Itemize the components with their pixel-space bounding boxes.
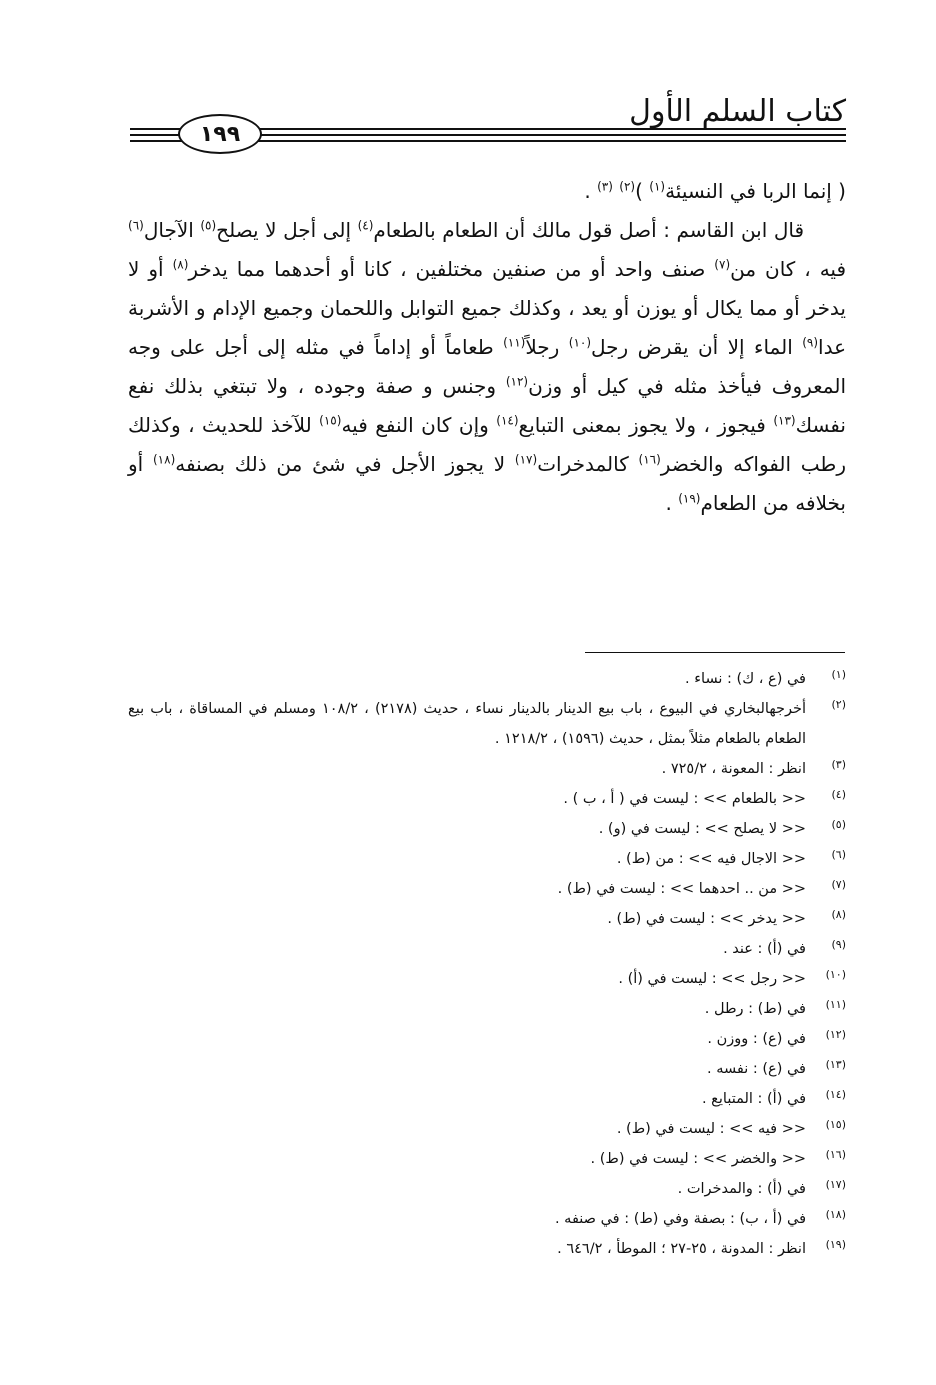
footnote-number: (١٦) [825, 1148, 846, 1161]
footnote-ref: (١٠) [568, 335, 592, 350]
footnote-item [128, 904, 846, 934]
footnote-ref: (٨) [172, 257, 189, 272]
footnote-number: (١٩) [825, 1238, 846, 1251]
footnote-number: (٢) [831, 698, 846, 711]
footnote-ref: (١٤) [496, 413, 519, 428]
footnote-item [128, 754, 846, 784]
footnote-text: << بالطعام >> : ليست في ( أ ، ب ) . [563, 791, 806, 807]
footnote-item [128, 814, 846, 844]
footnote-item [128, 1054, 846, 1084]
footnote-number: (١٤) [825, 1088, 846, 1101]
footnote-number: (١٧) [825, 1178, 846, 1191]
footnote-item [128, 844, 846, 874]
footnote-number: (٧) [831, 878, 846, 891]
footnote-item [128, 1084, 846, 1114]
footnote-text: في (ع) : نفسه . [707, 1061, 806, 1077]
footnote-text: << يدخر >> : ليست في (ط) . [607, 911, 806, 927]
footnote-item [128, 1174, 846, 1204]
footnote-number: (٩) [831, 938, 846, 951]
footnote-item [128, 994, 846, 1024]
footnote-text: << رجل >> : ليست في (أ) . [618, 971, 806, 987]
footnote-number: (٤) [831, 788, 846, 801]
footnote-text: انظر : المدونة ، ٢٥-٢٧ ؛ الموطأ ، ٦٤٦/٢ . [557, 1241, 806, 1257]
footnote-ref: (١٦) [638, 452, 661, 467]
page-number: ١٩٩ [178, 114, 262, 154]
footnote-text: << الاجال فيه >> : من (ط) . [616, 851, 806, 867]
footnote-item [128, 664, 846, 694]
footnote-item [128, 1234, 846, 1264]
footnote-item [128, 964, 846, 994]
main-paragraph: قال ابن القاسم : أصل قول مالك أن الطعام بالطعام$^{(٤)}$ إلى أجل لا يصلح$^{(٥)}$ الآجال$^{(٦)}$ فيه ، كان من$^{(٧)}$ صنف واحد أو من صنفين مختلفين ، كانا أو أحدهما مما يدخر$^{(٨)}$ أو لا يدخر أو مما يكال أو يوزن أو يعد ، وكذلك جميع التوابل واللحمان وجميع الإدام و الأشربة عدا$^{(٩)}$ الماء إلا أن يقرض رجل$^{(١٠)}$ رجلاً$^{(١١)}$ طعاماً أو إداماً في مثله إلى أجل على وجه المعروف فيأخذ مثله في كيل أو وزن$^{(١٢)}$ وجنس و صفة وجوده ، ولا تبتغي بذلك نفع نفسك$^{(١٣)}$ فيجوز ، ولا يجوز بمعنى التبايع$^{(١٤)}$ وإن كان النفع فيه$^{(١٥)}$ للآخذ للحديث ، وكذلك رطب الفواكه والخضر$^{(١٦)}$ كالمدخرات$^{(١٧)}$ لا يجوز الأجل في شئ من ذلك بصنفه$^{(١٨)}$ أو بخلافه من الطعام$^{(١٩)}$ . [128, 218, 847, 515]
footnote-number: (١٨) [825, 1208, 846, 1221]
footnote-number: (١) [831, 668, 846, 681]
footnote-number: (١٥) [825, 1118, 846, 1131]
footnote-number: (٥) [831, 818, 846, 831]
footnote-item [128, 1114, 846, 1144]
footnote-ref: (٥) [200, 218, 217, 233]
page-header [0, 0, 936, 180]
footnote-ref: (١٩) [678, 491, 701, 506]
footnote-ref: (١٧) [514, 452, 538, 467]
footnote-ref: (٢) [619, 179, 636, 194]
footnote-item [128, 874, 846, 904]
footnote-text: انظر : المعونة ، ٧٢٥/٢ . [661, 761, 806, 777]
footnote-item [128, 784, 846, 814]
footnote-number: (٨) [831, 908, 846, 921]
footnote-item [128, 694, 846, 754]
footnote-text: << من .. احدهما >> : ليست في (ط) . [557, 881, 806, 897]
footnote-separator [585, 652, 845, 653]
footnote-text: في (ع) : ووزن . [707, 1031, 806, 1047]
footnote-text: في (ع ، ك) : نساء . [685, 671, 806, 687]
footnote-text: في (أ) : المتبايع . [701, 1091, 806, 1107]
footnote-ref: (١٥) [319, 413, 342, 428]
footnote-text: في (أ) : والمدخرات . [677, 1181, 806, 1197]
footnote-ref: (٧) [714, 257, 731, 272]
footnote-number: (٣) [831, 758, 846, 771]
footnote-item [128, 934, 846, 964]
footnote-ref: (٤) [357, 218, 374, 233]
footnote-ref: (١١) [503, 335, 526, 350]
footnote-item [128, 1024, 846, 1054]
footnote-ref: (١) [649, 179, 666, 194]
footnote-number: (١١) [825, 998, 846, 1011]
footnote-number: (٦) [831, 848, 846, 861]
footnote-number: (١٢) [825, 1028, 846, 1041]
footnote-item [128, 1144, 846, 1174]
footnote-ref: (٦) [128, 218, 144, 233]
footnote-text: أخرجهالبخاري في البيوع ، باب بيع الدينار بالدينار نساء ، حديث (٢١٧٨) ، ١٠٨/٢ ومسلم في المساقاة ، باب بيع الطعام بالطعام مثلاً بمثل ، حديث (١٥٩٦) ، ١٢١٨/٢ . [128, 701, 806, 747]
footnote-text: في (أ ، ب) : بصفة وفي (ط) : في صنفه . [554, 1211, 806, 1227]
hadith-quote: ( إنما الربا في النسيئة$^{(١)}$ )$^{(٢)}$ $^{(٣)}$ . [584, 179, 846, 203]
footnote-number: (١٣) [825, 1058, 846, 1071]
footnote-text: في (أ) : عند . [723, 941, 806, 957]
footnote-text: << والخضر >> : ليست في (ط) . [590, 1151, 806, 1167]
footnote-text: في (ط) : رطل . [704, 1001, 806, 1017]
running-title: كتاب السلم الأول [629, 94, 846, 129]
footnote-ref: (٩) [802, 335, 819, 350]
footnote-ref: (١٣) [773, 413, 796, 428]
footnote-text: << فيه >> : ليست في (ط) . [616, 1121, 806, 1137]
footnote-number: (١٠) [825, 968, 846, 981]
footnote-ref: (١٢) [505, 374, 529, 389]
footnote-ref: (١٨) [152, 452, 176, 467]
footnotes [128, 664, 846, 1264]
main-text [128, 172, 846, 523]
footnote-text: << لا يصلح >> : ليست في (و) . [598, 821, 806, 837]
footnote-item [128, 1204, 846, 1234]
footnote-ref: (٣) [597, 179, 613, 194]
